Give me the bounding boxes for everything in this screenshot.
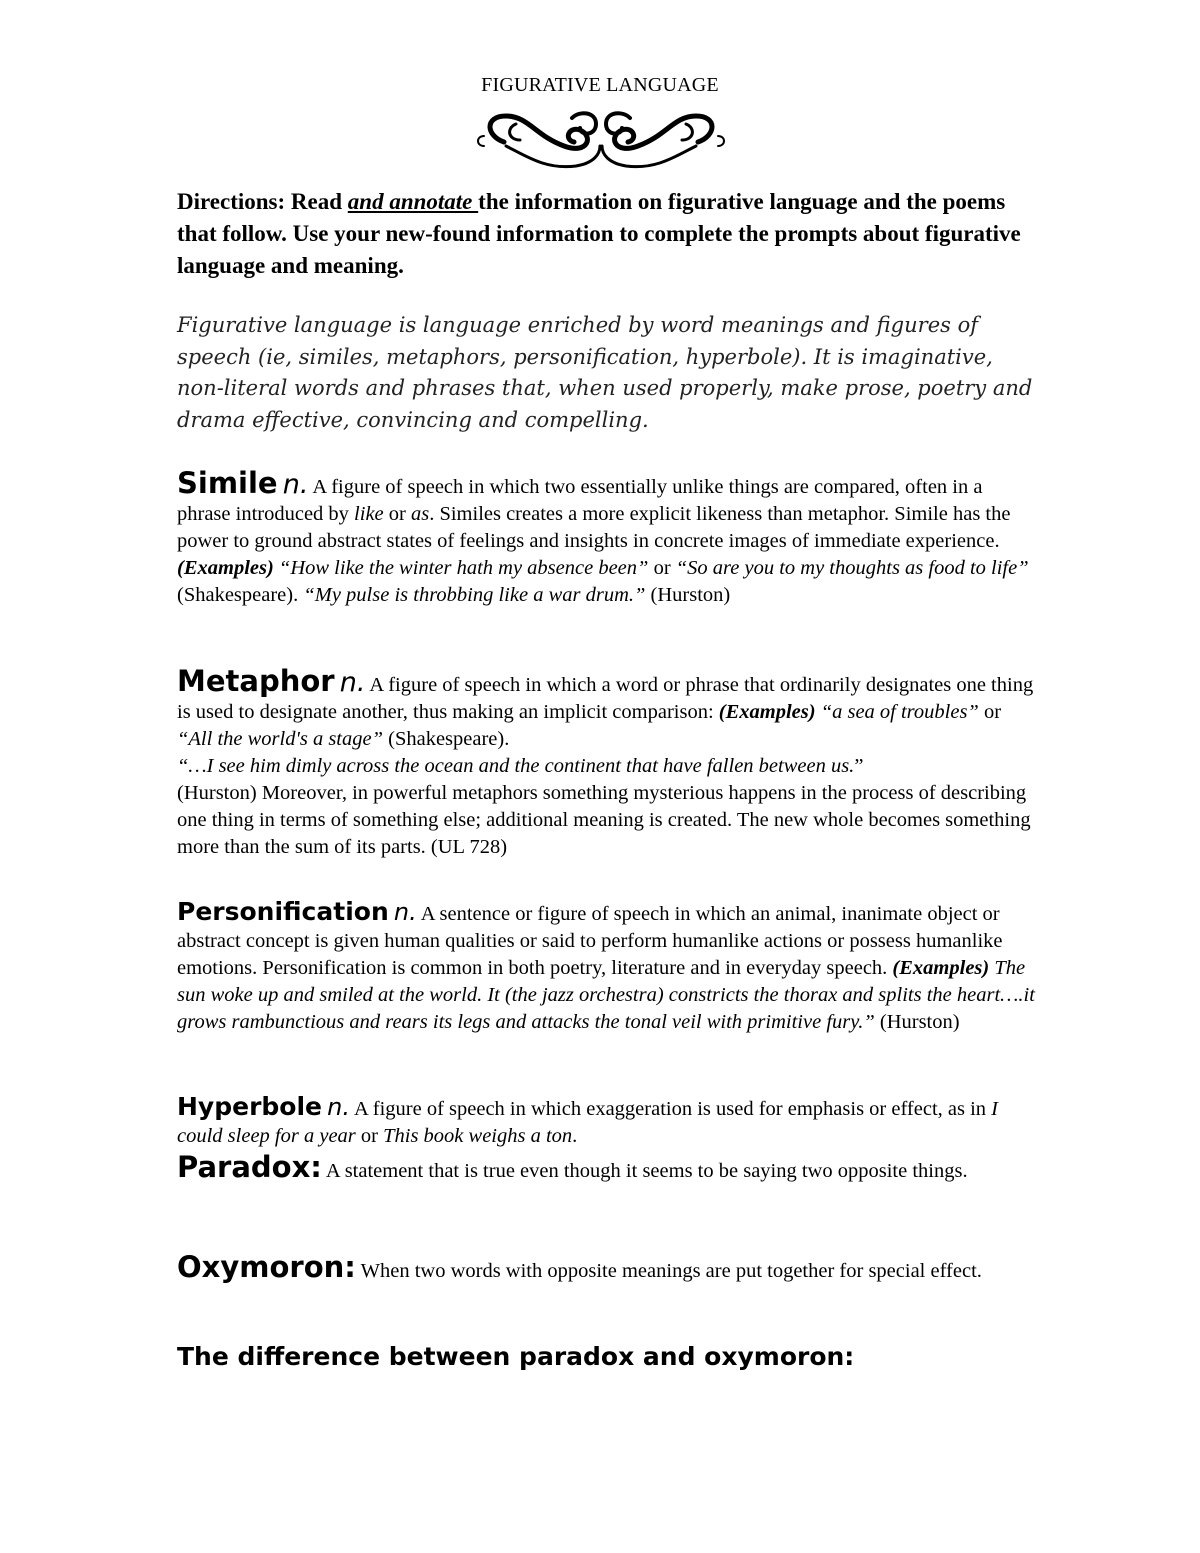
hyperbole-end: . bbox=[572, 1125, 578, 1147]
simile-source-2: (Hurston) bbox=[645, 584, 731, 606]
simile-definition: A figure of speech in which two essentially unlike things are compared, often in a phrase introduced by bbox=[177, 476, 983, 525]
metaphor-or: or bbox=[978, 701, 1002, 723]
paradox-entry bbox=[177, 1150, 1035, 1185]
hyperbole-entry bbox=[177, 1093, 1035, 1150]
simile-or-2: or bbox=[648, 557, 676, 579]
metaphor-entry bbox=[177, 664, 1035, 861]
hyperbole-pos: n. bbox=[327, 1093, 350, 1121]
directions bbox=[177, 186, 1037, 282]
simile-examples-label: (Examples) bbox=[177, 557, 274, 579]
metaphor-examples-label: (Examples) bbox=[718, 701, 816, 723]
hyperbole-definition: A figure of speech in which exaggeration is used for emphasis or effect, as in bbox=[349, 1098, 992, 1120]
simile-entry bbox=[177, 466, 1035, 609]
difference-heading: The difference between paradox and oxymoron: bbox=[177, 1342, 855, 1371]
personification-example: The sun woke up and smiled at the world. It (the jazz orchestra) constricts the thorax and splits the heart….it grows rambunctious and rears its legs and attacks the tonal veil with primitive fury.” bbox=[177, 957, 1035, 1033]
metaphor-example-2: “All the world's a stage” bbox=[177, 728, 383, 750]
simile-like: like bbox=[354, 503, 384, 525]
oxymoron-definition: When two words with opposite meanings are put together for special effect. bbox=[355, 1260, 982, 1282]
hyperbole-example-1: I could sleep for a year bbox=[177, 1098, 998, 1147]
metaphor-pos: n. bbox=[339, 667, 366, 698]
simile-or: or bbox=[383, 503, 411, 525]
personification-entry bbox=[177, 898, 1035, 1036]
hyperbole-or: or bbox=[355, 1125, 384, 1147]
simile-as: as bbox=[410, 503, 430, 525]
simile-example-1: “How like the winter hath my absence been” bbox=[273, 557, 649, 579]
metaphor-example-3-close: ” bbox=[854, 755, 864, 777]
simile-term: Simile bbox=[177, 466, 278, 500]
simile-pos: n. bbox=[282, 469, 309, 500]
personification-term: Personification bbox=[177, 897, 389, 926]
directions-emphasis: and annotate bbox=[347, 189, 479, 214]
paradox-term: Paradox: bbox=[177, 1150, 322, 1184]
personification-source: (Hurston) bbox=[874, 1011, 960, 1033]
oxymoron-entry bbox=[177, 1250, 1035, 1285]
directions-rest: the information on figurative language and the poems that follow. Use your new-found information to complete the prompts about figurative language and meaning. bbox=[177, 189, 1021, 278]
simile-example-2: “So are you to my thoughts as food to life” bbox=[675, 557, 1029, 579]
simile-source-1: (Shakespeare). bbox=[177, 584, 304, 606]
scroll-flourish-icon bbox=[476, 106, 726, 178]
directions-lead: Directions: Read bbox=[177, 189, 348, 214]
metaphor-source-1: (Shakespeare). bbox=[383, 728, 510, 750]
personification-examples-label: (Examples) bbox=[892, 957, 990, 979]
personification-pos: n. bbox=[393, 898, 417, 926]
metaphor-definition-2: (Hurston) Moreover, in powerful metaphors something mysterious happens in the process of describing one thing in terms of something else; additional meaning is created. The new whole becomes something more than the sum of its parts. (UL 728) bbox=[177, 782, 1031, 858]
simile-definition-2: . Similes creates a more explicit likeness than metaphor. Simile has the power to ground abstract states of feelings and insights in concrete images of immediate experience. bbox=[177, 503, 1011, 552]
oxymoron-term: Oxymoron: bbox=[177, 1250, 356, 1284]
intro-paragraph: Figurative language is language enriched by word meanings and figures of speech (ie, similes, metaphors, personification, hyperbole). It is imaginative, non-literal words and phrases that, when used properly, make prose, poetry and drama effective, convincing and compelling. bbox=[177, 313, 1033, 432]
personification-definition: A sentence or figure of speech in which an animal, inanimate object or abstract concept is given human qualities or said to perform humanlike actions or possess humanlike emotions. Personification is common in both poetry, literature and in everyday speech. bbox=[177, 903, 1003, 979]
simile-example-3: “My pulse is throbbing like a war drum.” bbox=[303, 584, 646, 606]
page-title: FIGURATIVE LANGUAGE bbox=[481, 74, 719, 96]
hyperbole-term: Hyperbole bbox=[177, 1092, 322, 1121]
metaphor-example-3: “…I see him dimly across the ocean and the continent that have fallen between us. bbox=[177, 755, 855, 777]
metaphor-definition: A figure of speech in which a word or phrase that ordinarily designates one thing is used to designate another, thus making an implicit comparison: bbox=[177, 674, 1034, 723]
paradox-definition: A statement that is true even though it seems to be saying two opposite things. bbox=[321, 1160, 968, 1182]
hyperbole-example-2: This book weighs a ton bbox=[383, 1125, 573, 1147]
metaphor-example-1: “a sea of troubles” bbox=[815, 701, 979, 723]
metaphor-term: Metaphor bbox=[177, 664, 335, 698]
